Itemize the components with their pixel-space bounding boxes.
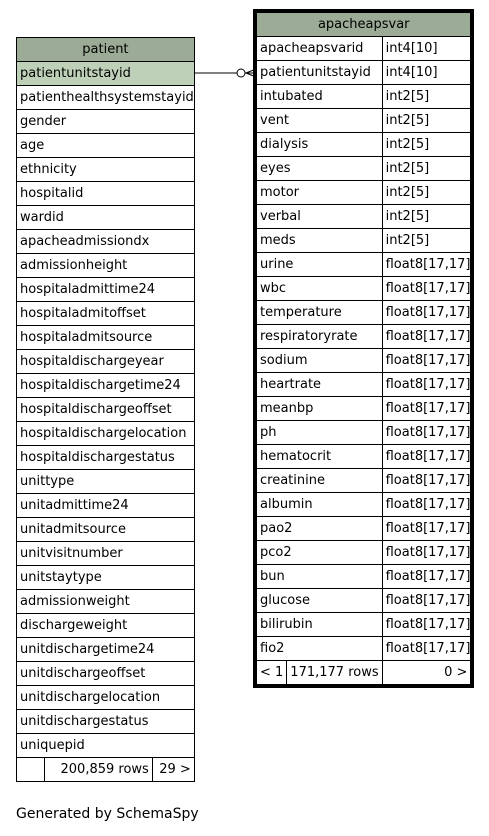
patient-column-dischargeweight[interactable]: dischargeweight [17,614,195,638]
patient-column-patienthealthsystemstayid[interactable]: patienthealthsystemstayid [17,86,195,110]
patient-column-unitvisitnumber[interactable]: unitvisitnumber [17,542,195,566]
patient-column-hospitalid[interactable]: hospitalid [17,182,195,206]
apacheapsvar-column-type: float8[17,17] [382,253,471,277]
apacheapsvar-column-type: float8[17,17] [382,469,471,493]
table-row [17,566,195,590]
apacheapsvar-column-type: float8[17,17] [382,565,471,589]
table-row [17,542,195,566]
apacheapsvar-column-creatinine[interactable]: creatinine [257,469,383,493]
patient-column-uniquepid[interactable]: uniquepid [17,734,195,758]
apacheapsvar-column-type: float8[17,17] [382,325,471,349]
table-row [257,469,471,493]
apacheapsvar-column-type: float8[17,17] [382,541,471,565]
table-row [17,638,195,662]
table-row [17,590,195,614]
table-row [17,254,195,278]
apacheapsvar-column-albumin[interactable]: albumin [257,493,383,517]
patient-column-hospitaldischargestatus[interactable]: hospitaldischargestatus [17,446,195,470]
apacheapsvar-column-ph[interactable]: ph [257,421,383,445]
table-row [257,493,471,517]
patient-column-unitadmitsource[interactable]: unitadmitsource [17,518,195,542]
apacheapsvar-column-wbc[interactable]: wbc [257,277,383,301]
patient-row-count: 200,859 rows [45,758,153,782]
apacheapsvar-column-type: float8[17,17] [382,301,471,325]
table-row [257,157,471,181]
patient-column-apacheadmissiondx[interactable]: apacheadmissiondx [17,230,195,254]
apacheapsvar-column-glucose[interactable]: glucose [257,589,383,613]
patient-column-hospitaladmitoffset[interactable]: hospitaladmitoffset [17,302,195,326]
table-row [17,110,195,134]
apacheapsvar-column-patientunitstayid[interactable]: patientunitstayid [257,61,383,85]
patient-column-unitadmittime24[interactable]: unitadmittime24 [17,494,195,518]
table-row [17,686,195,710]
patient-parents-link[interactable] [17,758,45,782]
patient-column-unitdischargeoffset[interactable]: unitdischargeoffset [17,662,195,686]
table-row [17,734,195,758]
table-row [257,589,471,613]
table-row [257,133,471,157]
apacheapsvar-column-type: float8[17,17] [382,517,471,541]
table-row [257,445,471,469]
apacheapsvar-column-motor[interactable]: motor [257,181,383,205]
apacheapsvar-column-urine[interactable]: urine [257,253,383,277]
table-row [17,86,195,110]
apacheapsvar-column-type: int4[10] [382,37,471,61]
table-row [17,134,195,158]
apacheapsvar-row-count: 171,177 rows [287,661,382,685]
table-row [257,325,471,349]
apacheapsvar-column-type: int2[5] [382,85,471,109]
patient-table [16,37,195,782]
apacheapsvar-column-pco2[interactable]: pco2 [257,541,383,565]
apacheapsvar-table [256,12,471,685]
generated-by-credit: Generated by SchemaSpy [16,806,199,822]
apacheapsvar-column-type: float8[17,17] [382,589,471,613]
patient-column-unitdischargetime24[interactable]: unitdischargetime24 [17,638,195,662]
table-row [17,494,195,518]
table-row [17,374,195,398]
table-row [17,182,195,206]
table-row [17,710,195,734]
table-row [257,253,471,277]
table-row [257,637,471,661]
table-row [257,349,471,373]
table-row [17,350,195,374]
table-row [257,421,471,445]
table-row [17,422,195,446]
apacheapsvar-column-heartrate[interactable]: heartrate [257,373,383,397]
patient-column-hospitaldischargelocation[interactable]: hospitaldischargelocation [17,422,195,446]
table-row [257,229,471,253]
patient-column-unittype[interactable]: unittype [17,470,195,494]
table-row [17,302,195,326]
apacheapsvar-column-temperature[interactable]: temperature [257,301,383,325]
apacheapsvar-column-type: float8[17,17] [382,397,471,421]
patient-column-hospitaladmittime24[interactable]: hospitaladmittime24 [17,278,195,302]
apacheapsvar-column-meds[interactable]: meds [257,229,383,253]
table-row [17,278,195,302]
patient-column-unitdischargelocation[interactable]: unitdischargelocation [17,686,195,710]
crowfoot-lower [246,73,256,77]
apacheapsvar-column-type: float8[17,17] [382,373,471,397]
table-row [17,470,195,494]
apacheapsvar-column-type: float8[17,17] [382,421,471,445]
table-row [257,85,471,109]
patient-column-hospitaldischargeyear[interactable]: hospitaldischargeyear [17,350,195,374]
apacheapsvar-column-type: float8[17,17] [382,445,471,469]
table-row [17,662,195,686]
table-row [257,613,471,637]
patient-footer-row [17,758,195,782]
apacheapsvar-column-pao2[interactable]: pao2 [257,517,383,541]
table-row [17,206,195,230]
apacheapsvar-column-type: int2[5] [382,181,471,205]
table-row [257,517,471,541]
table-row [257,565,471,589]
apacheapsvar-column-type: int2[5] [382,157,471,181]
apacheapsvar-column-type: float8[17,17] [382,613,471,637]
apacheapsvar-column-type: int2[5] [382,205,471,229]
table-row [17,614,195,638]
apacheapsvar-column-meanbp[interactable]: meanbp [257,397,383,421]
apacheapsvar-footer-row [257,661,471,685]
table-row [17,230,195,254]
patient-column-unitdischargestatus[interactable]: unitdischargestatus [17,710,195,734]
apacheapsvar-column-type: float8[17,17] [382,637,471,661]
table-row [17,62,195,86]
apacheapsvar-column-respiratoryrate[interactable]: respiratoryrate [257,325,383,349]
table-row [17,518,195,542]
apacheapsvar-column-type: int4[10] [382,61,471,85]
apacheapsvar-column-intubated[interactable]: intubated [257,85,383,109]
table-row [257,181,471,205]
apacheapsvar-column-apacheapsvarid[interactable]: apacheapsvarid [257,37,383,61]
patient-column-hospitaldischargetime24[interactable]: hospitaldischargetime24 [17,374,195,398]
table-row [257,541,471,565]
table-row [17,446,195,470]
table-row [257,109,471,133]
table-row [257,301,471,325]
patient-column-admissionweight[interactable]: admissionweight [17,590,195,614]
apacheapsvar-column-verbal[interactable]: verbal [257,205,383,229]
table-row [17,326,195,350]
table-row [257,205,471,229]
apacheapsvar-column-bilirubin[interactable]: bilirubin [257,613,383,637]
table-row [17,158,195,182]
table-row [257,397,471,421]
patient-table-header[interactable]: patient [17,38,195,62]
apacheapsvar-column-type: int2[5] [382,109,471,133]
apacheapsvar-column-vent[interactable]: vent [257,109,383,133]
table-row [257,277,471,301]
patient-column-gender[interactable]: gender [17,110,195,134]
table-row [257,37,471,61]
apacheapsvar-column-type: float8[17,17] [382,493,471,517]
patient-column-admissionheight[interactable]: admissionheight [17,254,195,278]
apacheapsvar-table-header[interactable]: apacheapsvar [257,13,471,37]
apacheapsvar-children-link[interactable]: 0 > [382,661,471,685]
patient-children-link[interactable]: 29 > [152,758,194,782]
patient-column-hospitaladmitsource[interactable]: hospitaladmitsource [17,326,195,350]
zero-cardinality-circle [237,69,245,77]
table-row [257,373,471,397]
patient-column-ethnicity[interactable]: ethnicity [17,158,195,182]
apacheapsvar-column-dialysis[interactable]: dialysis [257,133,383,157]
patient-column-age[interactable]: age [17,134,195,158]
patient-column-wardid[interactable]: wardid [17,206,195,230]
apacheapsvar-column-type: int2[5] [382,133,471,157]
apacheapsvar-column-hematocrit[interactable]: hematocrit [257,445,383,469]
apacheapsvar-column-sodium[interactable]: sodium [257,349,383,373]
apacheapsvar-column-type: int2[5] [382,229,471,253]
crowfoot-upper [246,69,256,73]
apacheapsvar-column-type: float8[17,17] [382,349,471,373]
apacheapsvar-column-eyes[interactable]: eyes [257,157,383,181]
apacheapsvar-column-fio2[interactable]: fio2 [257,637,383,661]
patient-column-hospitaldischargeoffset[interactable]: hospitaldischargeoffset [17,398,195,422]
patient-column-unitstaytype[interactable]: unitstaytype [17,566,195,590]
table-row [17,398,195,422]
apacheapsvar-column-type: float8[17,17] [382,277,471,301]
apacheapsvar-column-bun[interactable]: bun [257,565,383,589]
table-row [257,61,471,85]
apacheapsvar-parents-link[interactable]: < 1 [257,661,287,685]
patient-column-patientunitstayid[interactable]: patientunitstayid [17,62,195,86]
